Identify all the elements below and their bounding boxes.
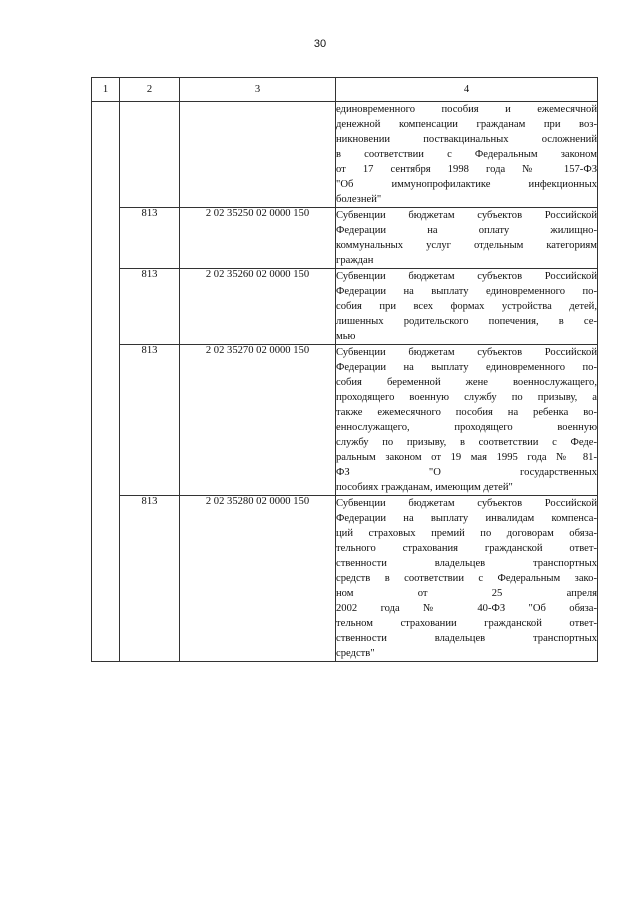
text-line: проходящего военную службу по призыву, а [336,392,597,403]
text-line: тельного страхования гражданской ответ- [336,543,597,554]
text-line: ственности владельцев транспортных [336,558,597,569]
text-line: коммунальных услуг отдельным категориям [336,240,597,251]
text-line: Субвенции бюджетам субъектов Российской [336,347,597,358]
text-line: Федерации на выплату единовременного по- [336,362,597,373]
budget-classification-code-cell: 2 02 35270 02 0000 150 [180,345,336,496]
text-line: ФЗ "О государственных [336,467,597,478]
text-line: Федерации на выплату инвалидам компенса- [336,513,597,524]
header-cell-4: 4 [336,78,598,102]
text-line: также ежемесячного пособия на ребенка во- [336,407,597,418]
header-cell-1: 1 [92,78,120,102]
table-row [92,345,598,496]
text-line: собия беременной жене военнослужащего, [336,377,597,388]
text-line: Федерации на выплату единовременного по- [336,286,597,297]
text-line: "Об иммунопрофилактике инфекционных [336,179,597,190]
revenue-name-cell [336,345,598,496]
text-line: от 17 сентября 1998 года № 157-ФЗ [336,164,597,175]
text-line: ральным законом от 19 мая 1995 года № 81- [336,452,597,463]
text-line: мью [336,331,356,342]
revenue-name-cell [336,496,598,662]
text-line: ций страховых премий по договорам обяза- [336,528,597,539]
revenue-name-cell [336,208,598,269]
admin-code-cell: 813 [120,345,180,496]
text-line: болезней" [336,194,382,205]
text-line: собия при всех формах устройства детей, [336,301,597,312]
admin-code-cell [120,102,180,208]
admin-code-cell: 813 [120,208,180,269]
budget-code-table [91,77,598,662]
budget-classification-code-cell [180,102,336,208]
text-line: никновении поствакцинальных осложнений [336,134,597,145]
revenue-name-cell [336,102,598,208]
text-line: Субвенции бюджетам субъектов Российской [336,271,597,282]
text-line: еннослужащего, проходящего военную [336,422,597,433]
text-line: 2002 года № 40-ФЗ "Об обяза- [336,603,597,614]
text-line: лишенных родительского попечения, в се- [336,316,597,327]
text-line: Субвенции бюджетам субъектов Российской [336,498,597,509]
text-line: в соответствии с Федеральным законом [336,149,597,160]
text-line: тельном страховании гражданской ответ- [336,618,597,629]
text-line: денежной компенсации гражданам при воз- [336,119,597,130]
admin-code-cell: 813 [120,496,180,662]
text-line: службу по призыву, в соответствии с Феде- [336,437,597,448]
column-1-cell [92,102,120,662]
admin-code-cell: 813 [120,269,180,345]
table-row [92,269,598,345]
page-number: 30 [313,38,327,50]
budget-classification-code-cell: 2 02 35250 02 0000 150 [180,208,336,269]
text-line: средств в соответствии с Федеральным зако- [336,573,597,584]
budget-classification-code-cell: 2 02 35260 02 0000 150 [180,269,336,345]
table-body [92,102,598,662]
header-cell-2: 2 [120,78,180,102]
text-line: ственности владельцев транспортных [336,633,597,644]
table-row [92,208,598,269]
table-row [92,496,598,662]
text-line: единовременного пособия и ежемесячной [336,104,597,115]
header-cell-3: 3 [180,78,336,102]
revenue-name-cell [336,269,598,345]
table-row [92,102,598,208]
text-line: пособиях гражданам, имеющим детей" [336,482,513,493]
text-line: граждан [336,255,374,266]
budget-classification-code-cell: 2 02 35280 02 0000 150 [180,496,336,662]
text-line: ном от 25 апреля [336,588,597,599]
text-line: средств" [336,648,375,659]
header-row [92,78,598,102]
text-line: Федерации на оплату жилищно- [336,225,597,236]
text-line: Субвенции бюджетам субъектов Российской [336,210,597,221]
